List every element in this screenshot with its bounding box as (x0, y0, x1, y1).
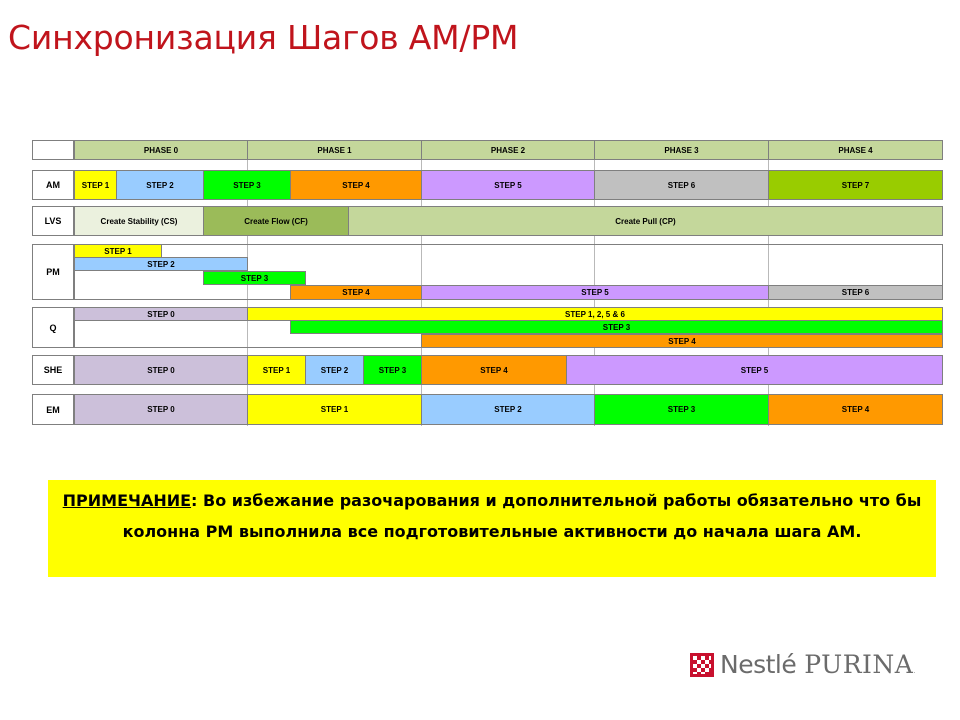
q-step-4: STEP 4 (421, 334, 943, 348)
pm-step-3: STEP 3 (203, 271, 306, 285)
she-step-4: STEP 4 (421, 355, 567, 385)
pm-step-6: STEP 6 (768, 285, 943, 300)
she-step-0: STEP 0 (74, 355, 248, 385)
q-step-3: STEP 3 (290, 320, 943, 334)
em-step-1: STEP 1 (247, 394, 422, 425)
step-sync-diagram (32, 140, 943, 426)
row-label-lvs: LVS (32, 206, 74, 236)
note-text: : Во избежание разочарования и дополнительной работы обязательно что бы колонна PM выполнила все подготовительные активности до начала шага AM. (122, 491, 922, 541)
phase-header-2: PHASE 2 (421, 140, 595, 160)
am-step-6: STEP 6 (594, 170, 769, 200)
row-label-she: SHE (32, 355, 74, 385)
logo-mark: . (913, 668, 916, 675)
q-step-1-2-5-6: STEP 1, 2, 5 & 6 (247, 307, 943, 321)
row-label-em: EM (32, 394, 74, 425)
am-step-4: STEP 4 (290, 170, 422, 200)
em-step-2: STEP 2 (421, 394, 595, 425)
note-heading: ПРИМЕЧАНИЕ (62, 491, 192, 510)
pm-step-4: STEP 4 (290, 285, 422, 300)
pm-step-1: STEP 1 (74, 244, 162, 258)
am-step-1: STEP 1 (74, 170, 117, 200)
pm-step-5: STEP 5 (421, 285, 769, 300)
phase-header-4: PHASE 4 (768, 140, 943, 160)
pm-step-2: STEP 2 (74, 257, 248, 271)
logo-nestle-text: Nestlé (720, 650, 797, 679)
row-label-am: AM (32, 170, 74, 200)
she-step-1: STEP 1 (247, 355, 306, 385)
am-step-3: STEP 3 (203, 170, 291, 200)
page-title: Синхронизация Шагов AM/PM (8, 18, 519, 57)
am-step-7: STEP 7 (768, 170, 943, 200)
em-step-3: STEP 3 (594, 394, 769, 425)
lvs-create-flow: Create Flow (CF) (203, 206, 349, 236)
phase-header-blank (32, 140, 74, 160)
purina-checkerboard-icon (690, 653, 714, 677)
row-label-q: Q (32, 307, 74, 348)
nestle-purina-logo (690, 650, 915, 679)
she-step-5: STEP 5 (566, 355, 943, 385)
phase-header-3: PHASE 3 (594, 140, 769, 160)
em-step-4: STEP 4 (768, 394, 943, 425)
am-step-2: STEP 2 (116, 170, 204, 200)
she-step-2: STEP 2 (305, 355, 364, 385)
note-box (48, 480, 936, 577)
phase-header-1: PHASE 1 (247, 140, 422, 160)
logo-purina-text: PURINA (804, 650, 914, 679)
lvs-create-stability: Create Stability (CS) (74, 206, 204, 236)
am-step-5: STEP 5 (421, 170, 595, 200)
she-step-3: STEP 3 (363, 355, 422, 385)
lvs-create-pull: Create Pull (CP) (348, 206, 943, 236)
q-step-0: STEP 0 (74, 307, 248, 321)
em-step-0: STEP 0 (74, 394, 248, 425)
row-label-pm: PM (32, 244, 74, 300)
phase-header-0: PHASE 0 (74, 140, 248, 160)
